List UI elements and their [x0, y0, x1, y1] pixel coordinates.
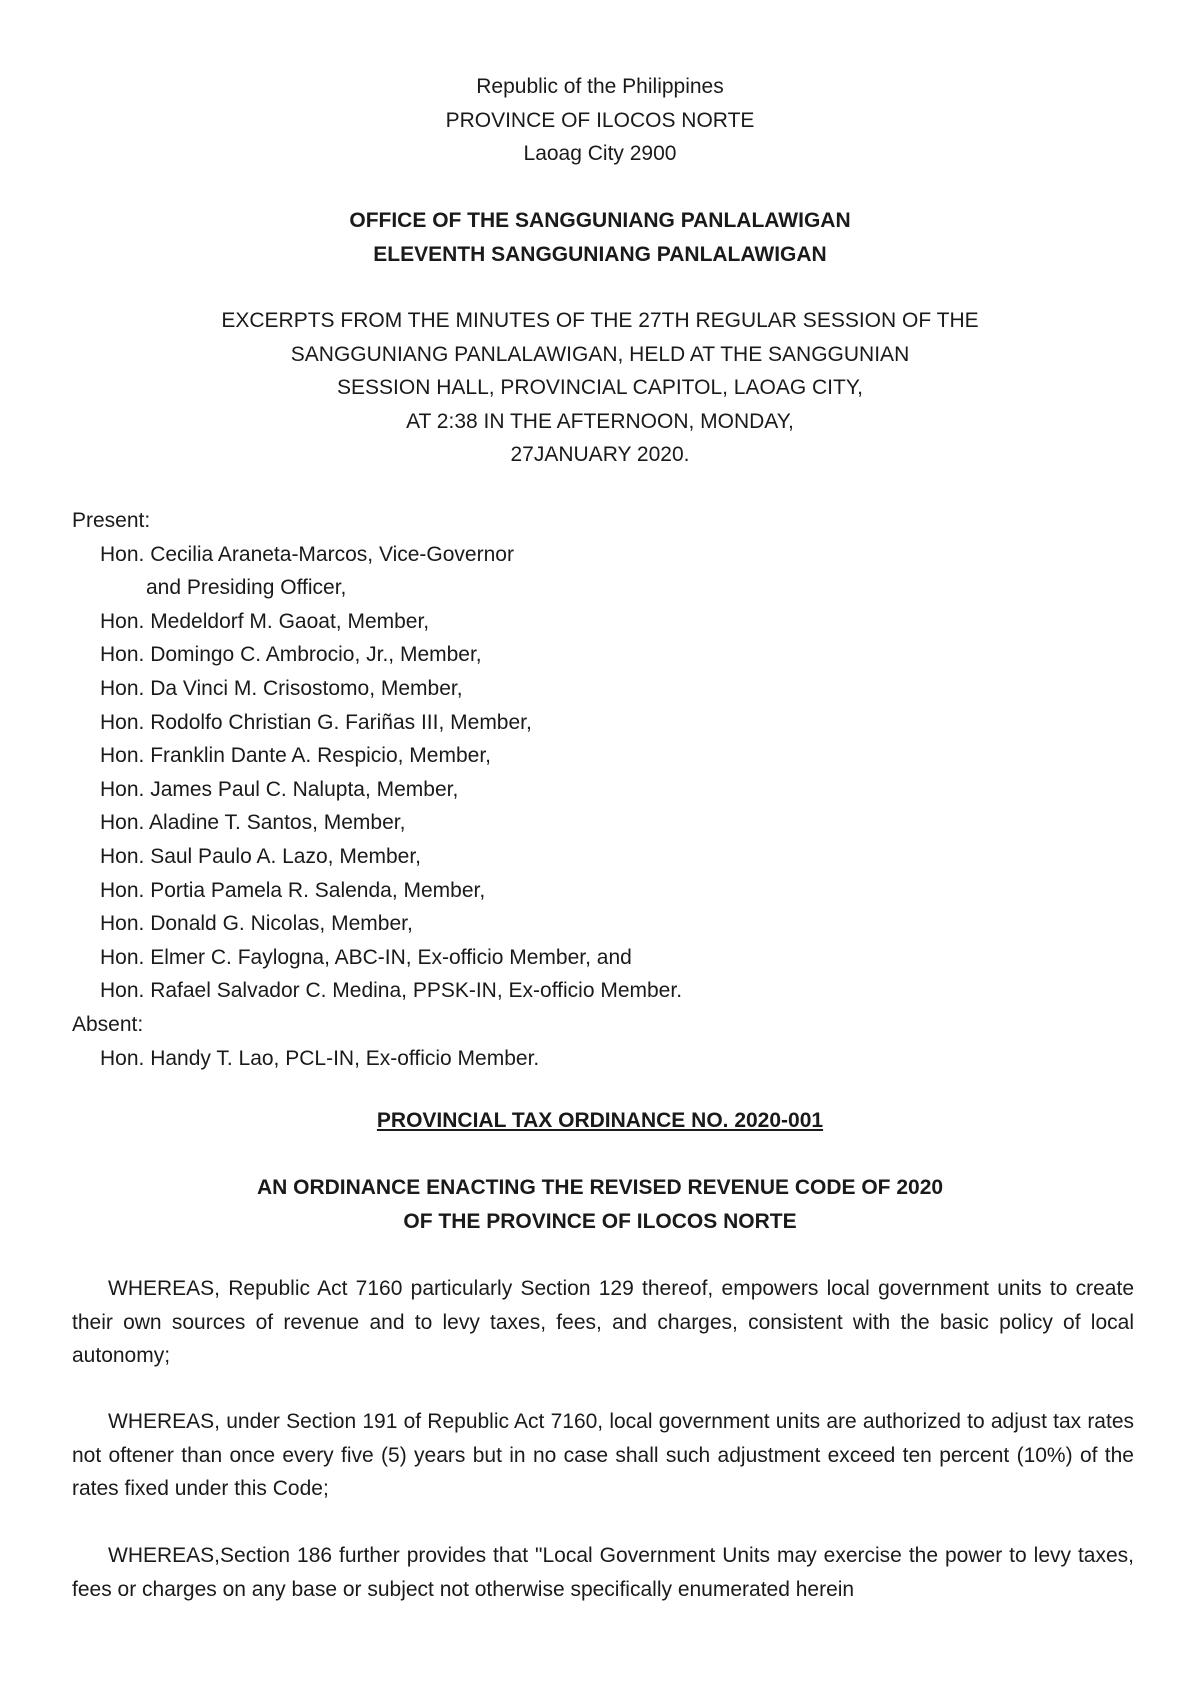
absent-member: Hon. Handy T. Lao, PCL-IN, Ex-officio Member.	[100, 1046, 540, 1070]
excerpt-line: EXCERPTS FROM THE MINUTES OF THE 27TH REGULAR SESSION OF THE	[221, 309, 979, 332]
absent-label: Absent:	[72, 1012, 144, 1036]
minutes-excerpt	[0, 304, 1200, 472]
city-line: Laoag City 2900	[523, 142, 677, 166]
present-member: Hon. Donald G. Nicolas, Member,	[100, 912, 413, 936]
ordinance-number-text: PROVINCIAL TAX ORDINANCE NO. 2020-001	[376, 1109, 824, 1132]
present-member: Hon. Rafael Salvador C. Medina, PPSK-IN, Ex-officio Member.	[100, 979, 683, 1003]
excerpt-line: AT 2:38 IN THE AFTERNOON, MONDAY,	[406, 409, 794, 433]
whereas-clause: WHEREAS,Section 186 further provides that "Local Government Units may exercise the power to levy taxes, fees or charges on any base or subject not otherwise specifically enumerated herein	[72, 1544, 1134, 1601]
ordinance-title-line-1: AN ORDINANCE ENACTING THE REVISED REVENUE CODE OF 2020	[256, 1176, 944, 1199]
present-member: Hon. Cecilia Araneta-Marcos, Vice-Governor	[100, 542, 514, 566]
attendance-list	[72, 504, 682, 1075]
office-line-1: OFFICE OF THE SANGGUNIANG PANLALAWIGAN	[349, 209, 851, 232]
ordinance-title-line-2: OF THE PROVINCE OF ILOCOS NORTE	[403, 1209, 797, 1233]
office-line-2: ELEVENTH SANGGUNIANG PANLALAWIGAN	[373, 242, 827, 266]
province-line: PROVINCE OF ILOCOS NORTE	[445, 108, 755, 132]
excerpt-line: SESSION HALL, PROVINCIAL CAPITOL, LAOAG CITY,	[337, 376, 863, 400]
present-member: Hon. Aladine T. Santos, Member,	[100, 811, 406, 835]
whereas-clause: WHEREAS, Republic Act 7160 particularly Section 129 thereof, empowers local government units to create their own sources of revenue and to levy taxes, fees, and charges, consistent with the basic policy of local autonomy;	[72, 1277, 1134, 1368]
present-member: Hon. Saul Paulo A. Lazo, Member,	[100, 844, 422, 868]
republic-line: Republic of the Philippines	[476, 75, 724, 98]
office-heading	[0, 204, 1200, 271]
present-member: Hon. James Paul C. Nalupta, Member,	[100, 777, 459, 801]
ordinance-title	[0, 1171, 1200, 1238]
present-member: Hon. Portia Pamela R. Salenda, Member,	[100, 878, 486, 902]
present-member: Hon. Da Vinci M. Crisostomo, Member,	[100, 676, 463, 700]
present-member: Hon. Elmer C. Faylogna, ABC-IN, Ex-officio Member, and	[100, 945, 632, 969]
present-member: Hon. Medeldorf M. Gaoat, Member,	[100, 609, 430, 633]
excerpt-line: 27JANUARY 2020.	[510, 443, 690, 467]
present-member: Hon. Franklin Dante A. Respicio, Member,	[100, 744, 492, 768]
excerpt-line: SANGGUNIANG PANLALAWIGAN, HELD AT THE SANGGUNIAN	[290, 342, 910, 366]
whereas-clause: WHEREAS, under Section 191 of Republic Act 7160, local government units are authorized to adjust tax rates not oftener than once every five (5) years but in no case shall such adjustment exceed ten percent (10%) of the rates fixed under this Code;	[72, 1410, 1134, 1501]
ordinance-number	[0, 1104, 1200, 1138]
present-member-continuation: and Presiding Officer,	[146, 576, 347, 600]
letterhead	[0, 70, 1200, 171]
present-member: Hon. Domingo C. Ambrocio, Jr., Member,	[100, 643, 482, 667]
present-label: Present:	[72, 509, 151, 532]
present-member: Hon. Rodolfo Christian G. Fariñas III, Member,	[100, 710, 532, 734]
